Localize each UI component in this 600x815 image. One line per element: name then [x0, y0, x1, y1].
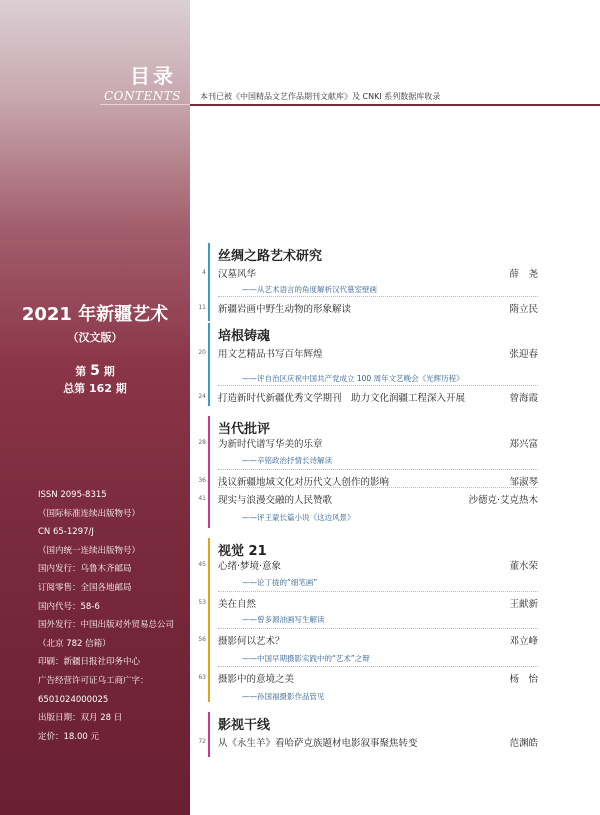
publication-info-line: 国内代号：58-6	[38, 601, 100, 612]
contents-title: 目录	[130, 64, 176, 88]
contents-subtitle: CONTENTS	[104, 89, 182, 103]
section-title: 丝绸之路艺术研究	[218, 249, 323, 264]
publication-info-line: 6501024000025	[38, 694, 109, 705]
publication-info-line: 广告经营许可证乌工商广字：	[38, 675, 149, 686]
entry-divider	[218, 385, 538, 386]
entry-page-number: 63	[198, 674, 206, 681]
publication-info-line: CN 65-1297/J	[38, 527, 94, 538]
publication-info-line: 国外发行：中国出版对外贸易总公司	[38, 620, 175, 631]
database-notice: 本刊已被《中国精品文艺作品期刊文献库》及 CNKI 系列数据库收录	[200, 92, 441, 101]
section-color-bar	[208, 243, 210, 321]
entry-page-number: 53	[198, 599, 206, 606]
section-title: 视觉 21	[218, 544, 267, 559]
toc-section	[198, 712, 548, 757]
entry-page-number: 20	[198, 349, 206, 356]
entry-title[interactable]: 美在自然	[218, 599, 257, 610]
toc-section	[198, 323, 548, 406]
entry-title[interactable]: 摄影何以艺术？	[218, 636, 285, 647]
entry-divider	[218, 296, 538, 297]
entry-page-number: 24	[198, 393, 206, 400]
entry-page-number: 4	[202, 269, 206, 276]
entry-subtitle: ——从艺术语言的角度解析汉代墓室壁画	[242, 285, 377, 294]
entry-author: 薛 尧	[509, 269, 538, 280]
total-issue: 总第 162 期	[63, 382, 127, 395]
entry-title[interactable]: 从《永生羊》看哈萨克族题材电影叙事聚焦转变	[218, 738, 418, 749]
entry-author: 隋立民	[509, 304, 538, 315]
entry-page-number: 28	[198, 439, 206, 446]
entry-author: 杨 怡	[509, 674, 538, 685]
publication-info-line: ISSN 2095-8315	[38, 490, 107, 500]
entry-divider	[218, 591, 538, 592]
entry-author: 沙德克·艾克热木	[468, 495, 538, 506]
entry-page-number: 72	[198, 738, 206, 745]
entry-author: 邹淑琴	[509, 477, 538, 488]
header-divider	[190, 104, 600, 106]
magazine-title: 2021 年新疆艺术	[21, 304, 169, 325]
publication-info-line: 订阅零售：全国各地邮局	[38, 582, 132, 593]
entry-title[interactable]: 用文艺精品书写百年辉煌	[218, 349, 323, 360]
section-title: 当代批评	[218, 422, 271, 437]
section-color-bar	[208, 538, 210, 702]
entry-subtitle: ——论丁拢的“细笔画”	[242, 578, 318, 587]
header-divider-left	[100, 104, 190, 105]
entry-subtitle: ——评自治区庆祝中国共产党成立 100 周年文艺晚会《光辉历程》	[242, 374, 464, 383]
entry-title[interactable]: 打造新时代新疆优秀文学期刊 助力文化润疆工程深入开展	[218, 393, 466, 404]
entry-author: 邓立峰	[509, 636, 538, 647]
entry-title[interactable]: 浅议新疆地域文化对历代文人创作的影响	[218, 477, 390, 488]
entry-subtitle: ——曾多源油画写生解读	[242, 615, 325, 624]
section-color-bar	[208, 416, 210, 528]
publication-info-line: 出版日期：双月 28 日	[38, 713, 123, 724]
section-title: 培根铸魂	[218, 329, 271, 344]
entry-author: 范渊皓	[509, 738, 538, 749]
entry-author: 郑兴富	[509, 439, 538, 450]
entry-subtitle: ——孙国福摄影作品管见	[242, 692, 325, 701]
entry-title[interactable]: 汉墓风华	[218, 269, 257, 280]
entry-page-number: 45	[198, 561, 206, 568]
toc-section	[198, 538, 548, 702]
toc-section	[198, 243, 548, 321]
entry-author: 董水荣	[509, 561, 538, 572]
entry-subtitle: ——评王蒙长篇小说《这边风景》	[242, 513, 355, 522]
entry-divider	[218, 628, 538, 629]
publication-info-line: （国际标准连续出版物号）	[38, 508, 141, 519]
entry-page-number: 56	[198, 636, 206, 643]
entry-page-number: 11	[198, 304, 206, 311]
section-title: 影视干线	[218, 718, 271, 733]
entry-divider	[218, 487, 538, 488]
publication-info-line: （国内统一连续出版物号）	[38, 545, 141, 556]
entry-subtitle: ——中国早期摄影实践中的“艺术”之辩	[242, 654, 370, 663]
entry-author: 曾海霞	[509, 393, 538, 404]
entry-title[interactable]: 现实与浪漫交融的人民赞歌	[218, 495, 333, 506]
entry-author: 张迎春	[509, 349, 538, 360]
entry-subtitle: ——辛铭政治抒情长诗解读	[242, 456, 332, 465]
publication-info-line: 国内发行：乌鲁木齐邮局	[38, 564, 132, 575]
publication-info-line: （北京 782 信箱）	[38, 638, 111, 649]
entry-divider	[218, 666, 538, 667]
entry-page-number: 41	[198, 495, 206, 502]
section-color-bar	[208, 712, 210, 757]
toc-section	[198, 416, 548, 528]
entry-page-number: 36	[198, 477, 206, 484]
entry-title[interactable]: 心绪·梦境·意象	[218, 561, 282, 572]
publication-info	[38, 486, 174, 746]
publication-info-line: 印刷：新疆日报社印务中心	[38, 657, 141, 668]
publication-info-line: 定价：18.00 元	[38, 731, 100, 742]
issue-number: 第 5 期	[75, 363, 115, 379]
entry-title[interactable]: 摄影中的意境之美	[218, 674, 295, 685]
section-color-bar	[208, 323, 210, 406]
magazine-edition: （汉文版）	[67, 331, 123, 344]
entry-divider	[218, 469, 538, 470]
entry-author: 王献新	[509, 599, 538, 610]
entry-title[interactable]: 为新时代谱写华美的乐章	[218, 439, 323, 450]
entry-title[interactable]: 新疆岩画中野生动物的形象解读	[218, 304, 352, 315]
